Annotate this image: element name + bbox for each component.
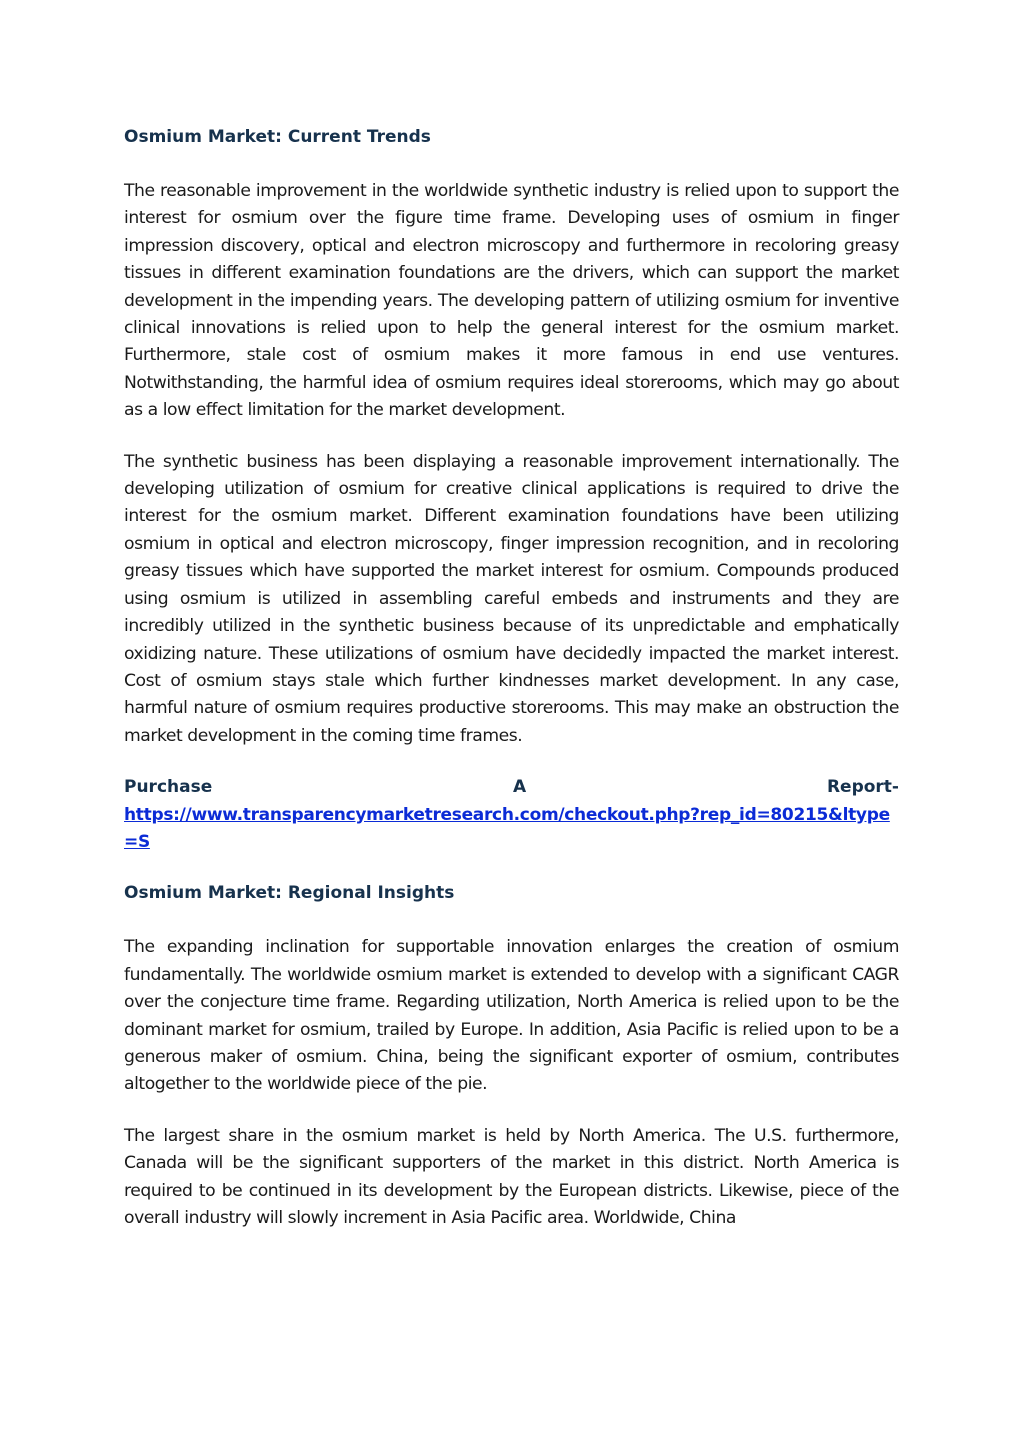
- purchase-a-word: A: [513, 777, 527, 798]
- paragraph-current-trends-1: The reasonable improvement in the worldwide synthetic industry is relied upon to support the interest for osmium over the figure time frame. Developing uses of osmium in finger impression discovery, optical and electron microscopy and furthermore in recoloring greasy tissues in different examination foundations are the drivers, which can support the market development in the impending years. The developing pattern of utilizing osmium for inventive clinical innovations is relied upon to help the general interest for the osmium market. Furthermore, stale cost of osmium makes it more famous in end use ventures. Notwithstanding, the harmful idea of osmium requires ideal storerooms, which may go about as a low effect limitation for the market development.: [124, 181, 899, 421]
- purchase-report-word: Report-: [826, 777, 899, 798]
- purchase-report-block: [124, 774, 899, 856]
- document-page: [124, 124, 899, 1256]
- paragraph-regional-insights-1: The expanding inclination for supportable innovation enlarges the creation of osmium fundamentally. The worldwide osmium market is extended to develop with a significant CAGR over the conjecture time frame. Regarding utilization, North America is relied upon to be the dominant market for osmium, trailed by Europe. In addition, Asia Pacific is relied upon to be a generous maker of osmium. China, being the significant exporter of osmium, contributes altogether to the worldwide piece of the pie.: [124, 937, 899, 1095]
- paragraph-current-trends-2: The synthetic business has been displaying a reasonable improvement internationally. The developing utilization of osmium for creative clinical applications is required to drive the interest for the osmium market. Different examination foundations have been utilizing osmium in optical and electron microscopy, finger impression recognition, and in recoloring greasy tissues which have supported the market interest for osmium. Compounds produced using osmium is utilized in assembling careful embeds and instruments and they are incredibly utilized in the synthetic business because of its unpredictable and emphatically oxidizing nature. These utilizations of osmium have decidedly impacted the market interest. Cost of osmium stays stale which further kindnesses market development. In any case, harmful nature of osmium requires productive storerooms. This may make an obstruction the market development in the coming time frames.: [124, 451, 899, 746]
- purchase-report-link[interactable]: https://www.transparencymarketresearch.com/checkout.php?rep_id=80215&ltype=S: [124, 804, 890, 852]
- purchase-report-label: [124, 774, 899, 801]
- purchase-word: Purchase: [124, 777, 213, 798]
- section-heading-current-trends: Osmium Market: Current Trends: [124, 127, 431, 147]
- paragraph-regional-insights-2: The largest share in the osmium market is held by North America. The U.S. furthermore, Canada will be the significant supporters of the market in this district. North America is required to be continued in its development by the European districts. Likewise, piece of the overall industry will slowly increment in Asia Pacific area. Worldwide, China: [124, 1125, 899, 1228]
- section-heading-regional-insights: Osmium Market: Regional Insights: [124, 883, 455, 904]
